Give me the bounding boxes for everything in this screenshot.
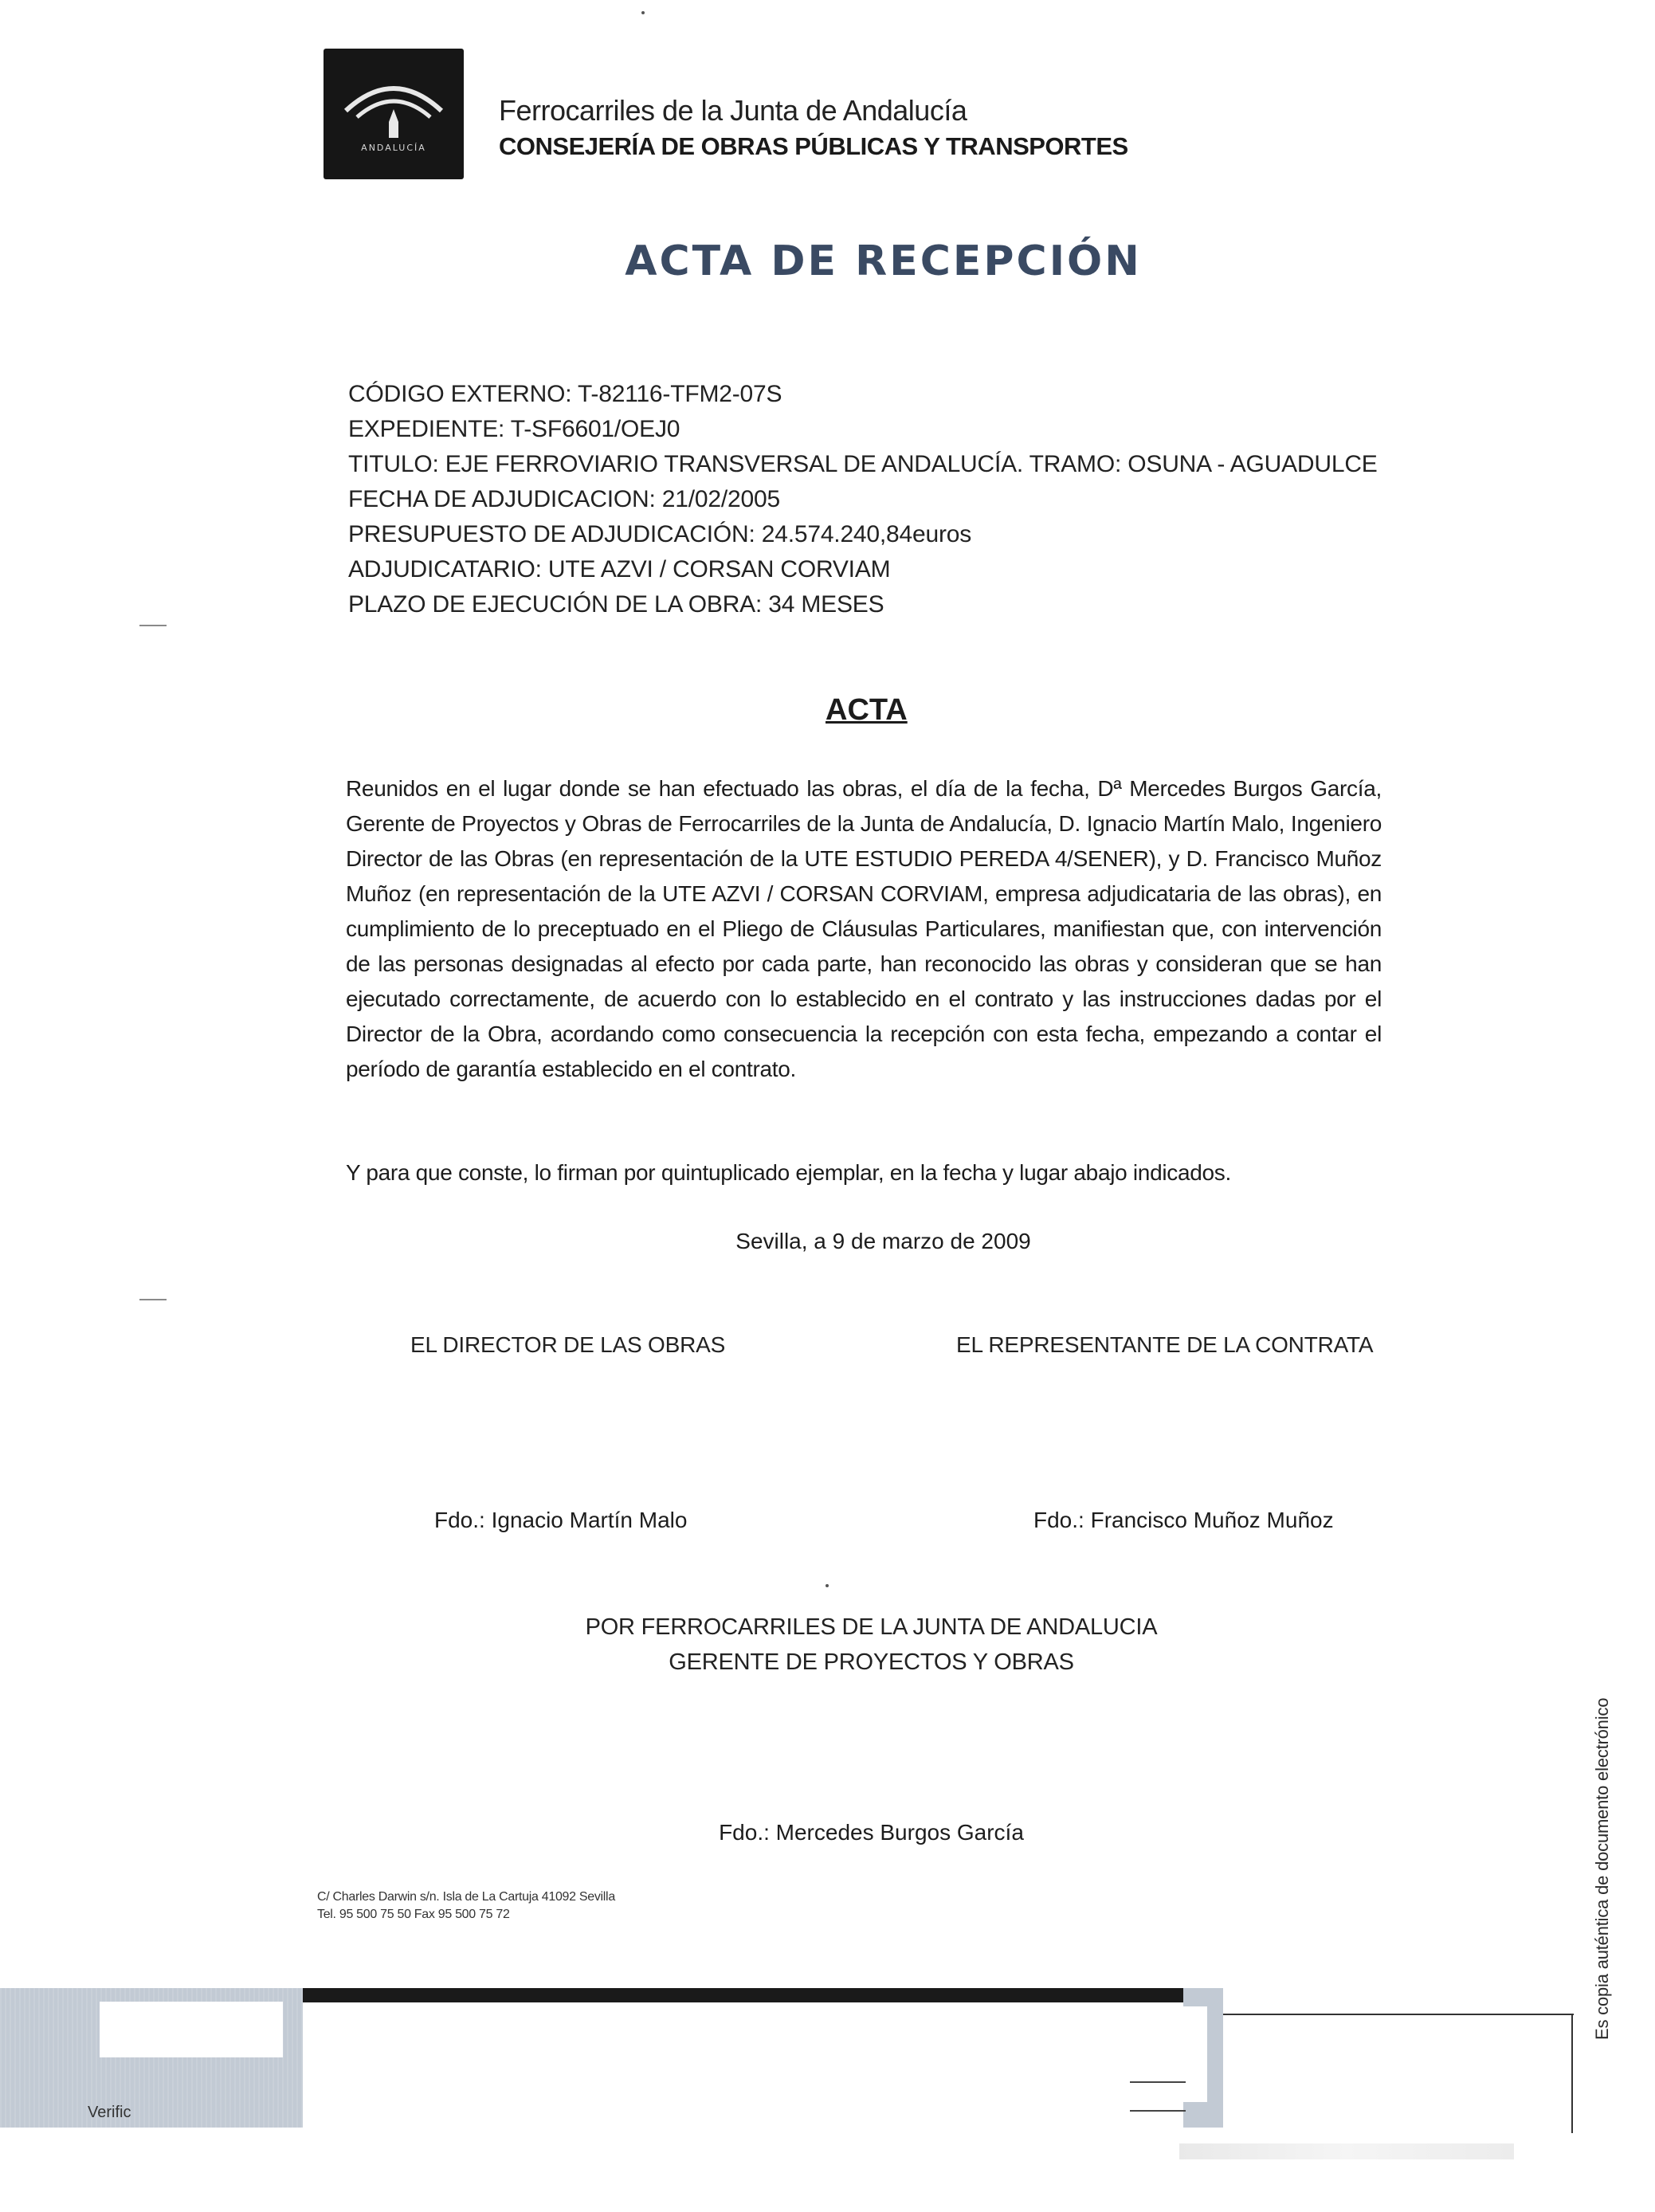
logo-motto: ANDALUCÍA <box>361 143 426 153</box>
verification-label: Verific <box>88 2104 131 2121</box>
signatory-name-director: Fdo.: Ignacio Martín Malo <box>434 1508 688 1532</box>
signatory-name-manager: Fdo.: Mercedes Burgos García <box>719 1820 1024 1845</box>
field-fecha-adjudicacion: FECHA DE ADJUDICACION: 21/02/2005 <box>348 486 780 512</box>
redacted-box <box>100 2002 283 2057</box>
verification-strip-bar <box>303 1988 1183 2002</box>
section-heading: ACTA <box>826 693 908 727</box>
logo-arches-icon <box>324 49 464 179</box>
closing-paragraph: Y para que conste, lo firman por quintuplicado ejemplar, en la fecha y lugar abajo indicados. <box>346 1160 1231 1185</box>
verification-frame-side <box>1571 2014 1573 2133</box>
margin-mark <box>139 625 167 626</box>
signatory-role-contractor: EL REPRESENTANTE DE LA CONTRATA <box>956 1332 1374 1357</box>
body-paragraph: Reunidos en el lugar donde se han efectuado las obras, el día de la fecha, Dª Mercedes Burgos García, Gerente de Proyectos y Obras de Ferrocarriles de la Junta de Andalucía, D. Ignacio Martín Malo, Ingeniero Director de las Obras (en representación de la UTE ESTUDIO PEREDA 4/SENER), y D. Francisco Muñoz Muñoz (en representación de la UTE AZVI / CORSAN CORVIAM, empresa adjudicataria de las obras), en cumplimiento de lo preceptuado en el Pliego de Cláusulas Particulares, manifiestan que, con intervención de las personas designadas al efecto por cada parte, han reconocido las obras y consideran que se han ejecutado correctamente, de acuerdo con lo establecido en el contrato y las instrucciones dadas por el Director de la Obra, acordando como consecuencia la recepción con esta fecha, empezando a contar el período de garantía establecido en el contrato. <box>346 776 1382 1081</box>
field-codigo-externo: CÓDIGO EXTERNO: T-82116-TFM2-07S <box>348 381 782 407</box>
margin-mark <box>139 1299 167 1300</box>
signatory-title-line: GERENTE DE PROYECTOS Y OBRAS <box>669 1649 1074 1675</box>
contract-details <box>348 377 1378 622</box>
junta-andalucia-logo <box>324 49 464 179</box>
place-date: Sevilla, a 9 de marzo de 2009 <box>735 1229 1031 1253</box>
field-plazo: PLAZO DE EJECUCIÓN DE LA OBRA: 34 MESES <box>348 591 884 618</box>
field-titulo: TITULO: EJE FERROVIARIO TRANSVERSAL DE ANDALUCÍA. TRAMO: OSUNA - AGUADULCE <box>348 451 1378 477</box>
field-expediente: EXPEDIENTE: T-SF6601/OEJ0 <box>348 416 680 442</box>
signatory-org-line: POR FERROCARRILES DE LA JUNTA DE ANDALUCIA <box>585 1614 1158 1640</box>
footer-address <box>317 1888 615 1924</box>
field-presupuesto: PRESUPUESTO DE ADJUDICACIÓN: 24.574.240,84euros <box>348 521 972 547</box>
address-line: C/ Charles Darwin s/n. Isla de La Cartuja 41092 Sevilla <box>317 1890 615 1904</box>
scan-speck <box>826 1584 829 1587</box>
divider <box>1130 2081 1186 2083</box>
document-title: ACTA DE RECEPCIÓN <box>625 237 1142 285</box>
authenticity-note: Es copia auténtica de documento electrónico <box>1592 1697 1612 2040</box>
verification-frame-top <box>1223 2014 1574 2015</box>
scan-speck <box>641 11 645 14</box>
org-name: Ferrocarriles de la Junta de Andalucía <box>499 94 967 127</box>
signatory-name-contractor: Fdo.: Francisco Muñoz Muñoz <box>1033 1508 1334 1532</box>
signatory-org-block <box>0 1610 1655 1680</box>
faded-text-band <box>1179 2143 1514 2159</box>
phone-line: Tel. 95 500 75 50 Fax 95 500 75 72 <box>317 1908 510 1921</box>
signatory-role-director: EL DIRECTOR DE LAS OBRAS <box>410 1332 726 1357</box>
field-adjudicatario: ADJUDICATARIO: UTE AZVI / CORSAN CORVIAM <box>348 556 891 582</box>
redacted-box <box>1183 2006 1207 2102</box>
org-department: CONSEJERÍA DE OBRAS PÚBLICAS Y TRANSPORTES <box>499 132 1128 160</box>
divider <box>1130 2110 1186 2112</box>
